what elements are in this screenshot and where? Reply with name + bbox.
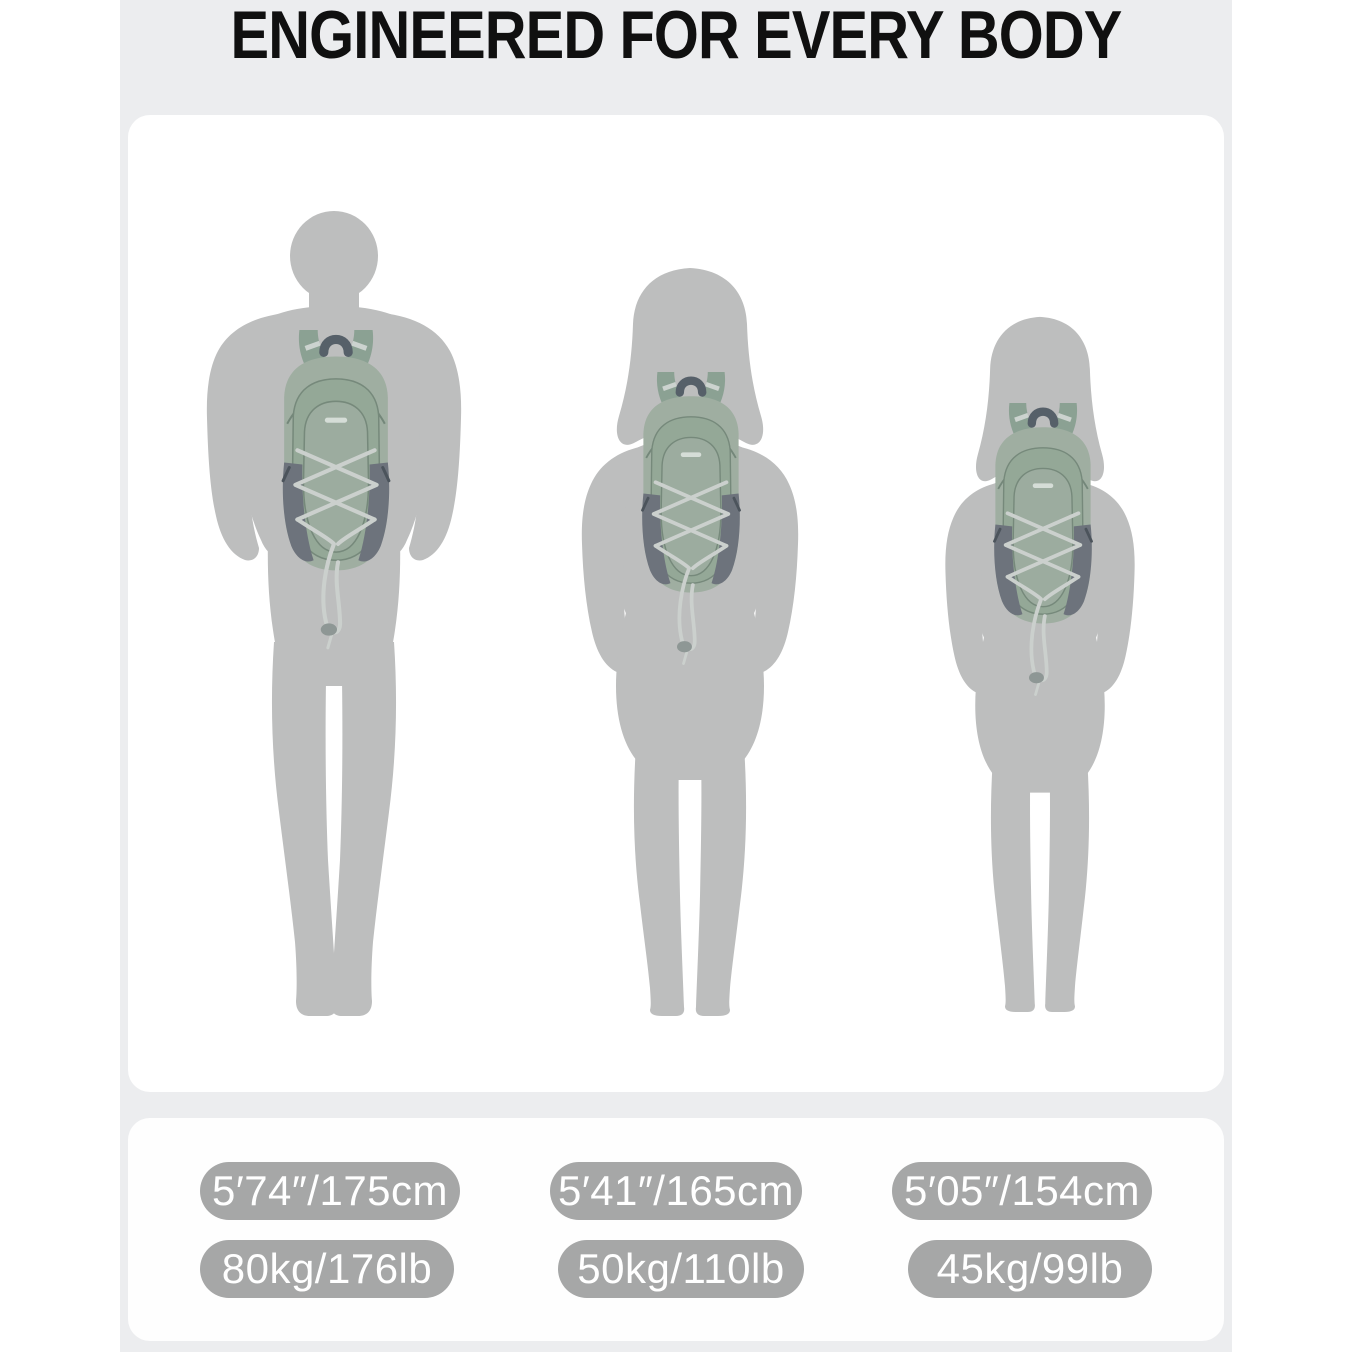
backpack-graphic-petite — [987, 403, 1099, 702]
backpack-graphic-medium — [635, 372, 747, 671]
figure-panel — [128, 115, 1224, 1092]
background-card — [120, 0, 1232, 1352]
weight-pill-tall: 80kg/176lb — [200, 1240, 454, 1298]
page-title: ENGINEERED FOR EVERY BODY — [230, 0, 1122, 73]
weight-pill-medium: 50kg/110lb — [558, 1240, 804, 1298]
height-pill-row — [128, 1162, 1224, 1220]
height-pill-tall: 5′74″/175cm — [200, 1162, 460, 1220]
height-pill-petite: 5′05″/154cm — [892, 1162, 1152, 1220]
spec-panel — [128, 1118, 1224, 1341]
weight-pill-petite: 45kg/99lb — [908, 1240, 1152, 1298]
height-pill-medium: 5′41″/165cm — [550, 1162, 802, 1220]
backpack-graphic-tall — [275, 330, 397, 656]
weight-pill-row — [128, 1240, 1224, 1298]
